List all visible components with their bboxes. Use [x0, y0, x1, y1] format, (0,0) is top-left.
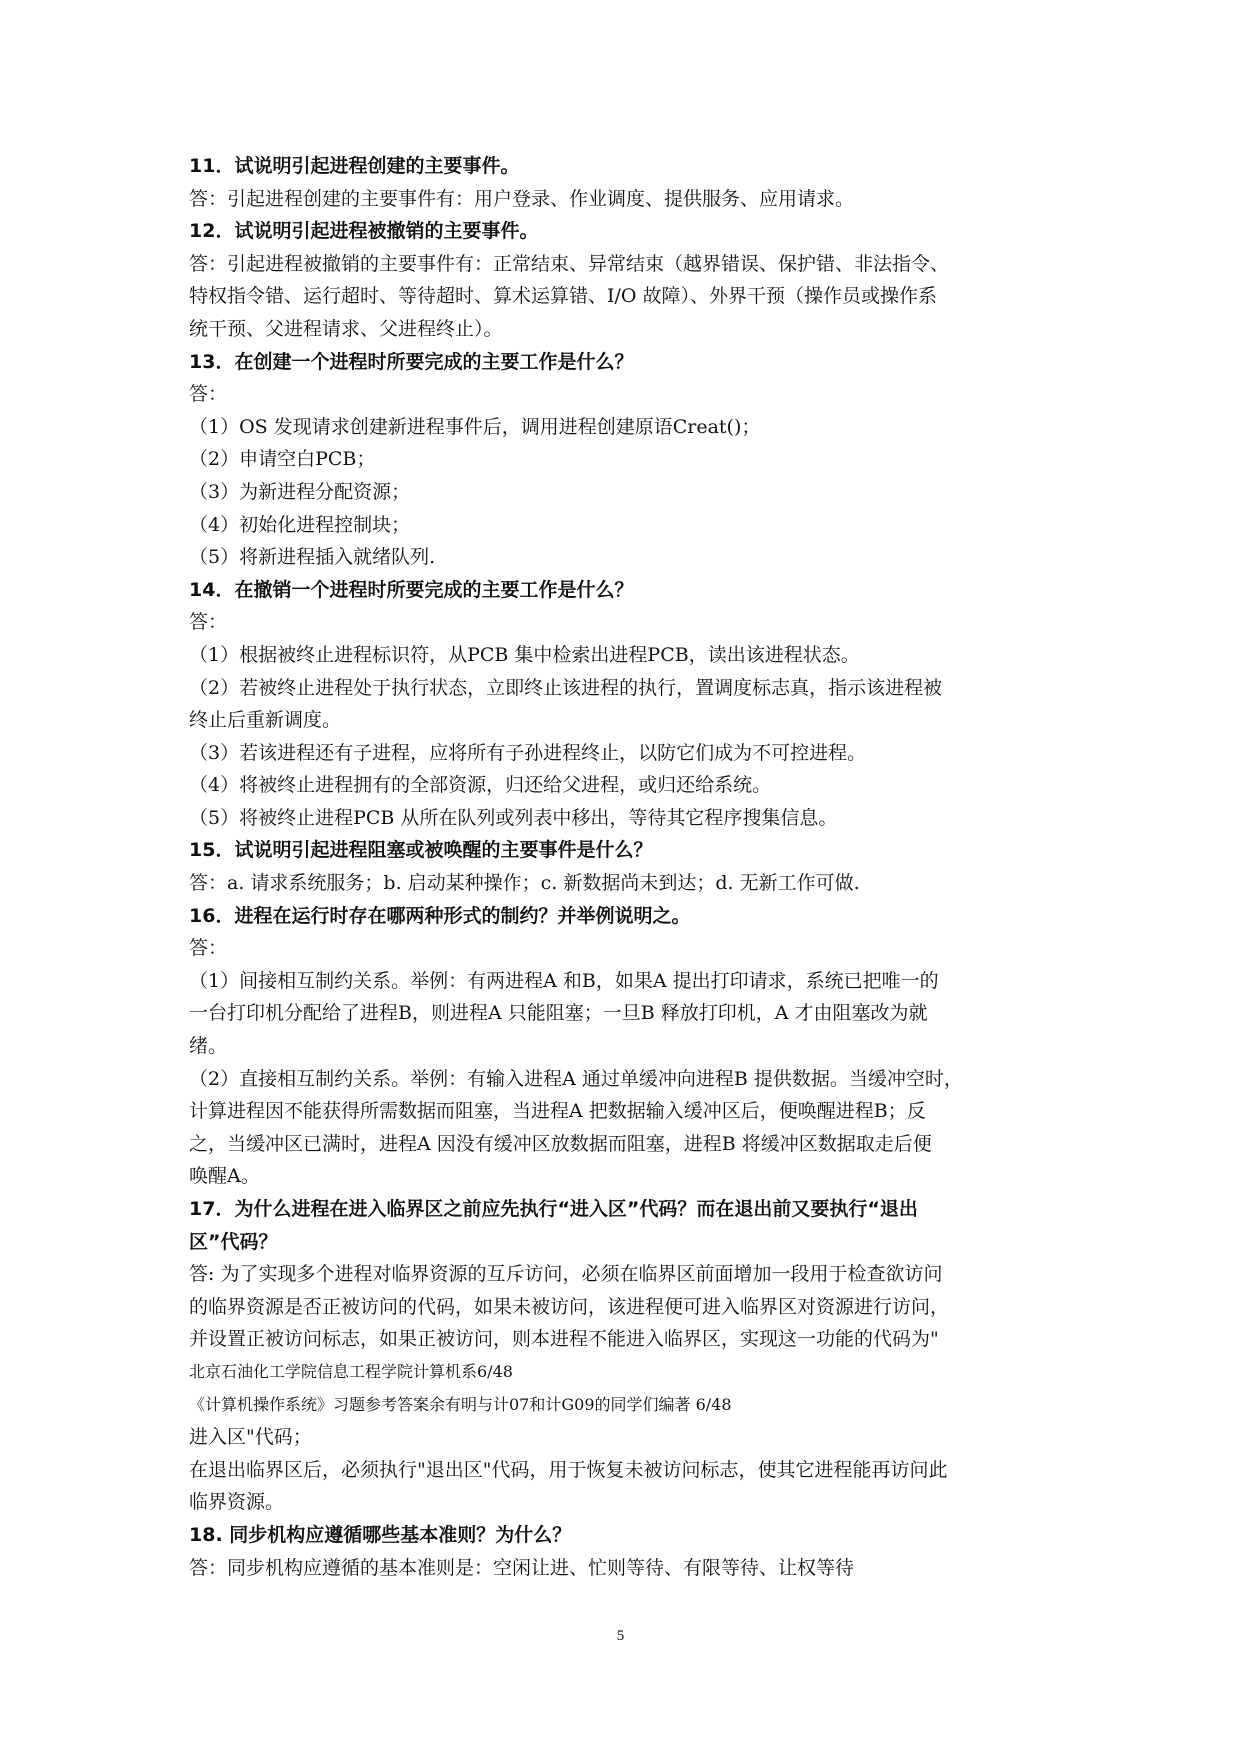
answer-line: 答：	[189, 937, 228, 960]
answer-line: 的临界资源是否正被访问的代码，如果未被访问，该进程便可进入临界区对资源进行访问，	[189, 1295, 950, 1318]
question-line: 14．在撤销一个进程时所要完成的主要工作是什么？	[189, 578, 634, 601]
answer-line: 绪。	[189, 1035, 228, 1058]
answer-line: 唤醒A。	[189, 1165, 260, 1188]
answer-line: 在退出临界区后，必须执行"退出区"代码，用于恢复未被访问标志，使其它进程能再访问此	[189, 1458, 948, 1481]
answer-line: 答: 为了实现多个进程对临界资源的互斥访问，必须在临界区前面增加一段用于检查欲访问	[189, 1263, 943, 1286]
answer-line: 终止后重新调度。	[189, 709, 342, 732]
answer-line: 之，当缓冲区已满时，进程A 因没有缓冲区放数据而阻塞，进程B 将缓冲区数据取走后便	[189, 1132, 932, 1155]
footer-note-line: 《计算机操作系统》习题参考答案余有明与计07和计G09的同学们编著 6/48	[189, 1394, 732, 1414]
answer-line: 统干预、父进程请求、父进程终止）。	[189, 317, 503, 340]
answer-line: 答：引起进程创建的主要事件有：用户登录、作业调度、提供服务、应用请求。	[189, 187, 855, 210]
question-line: 12．试说明引起进程被撤销的主要事件。	[189, 220, 539, 243]
answer-line: 一台打印机分配给了进程B，则进程A 只能阻塞；一旦B 释放打印机，A 才由阻塞改为就	[189, 1002, 928, 1025]
answer-line: 临界资源。	[189, 1491, 285, 1514]
answer-line: 答：	[189, 611, 228, 634]
answer-line: （1）间接相互制约关系。举例：有两进程A 和B，如果A 提出打印请求，系统已把唯一的	[189, 969, 939, 992]
answer-line: 答：	[189, 383, 228, 406]
answer-line: （5）将新进程插入就绪队列.	[189, 546, 436, 569]
answer-line: 答：同步机构应遵循的基本准则是：空闲让进、忙则等待、有限等待、让权等待	[189, 1556, 855, 1579]
answer-line: （1）根据被终止进程标识符，从PCB 集中检索出进程PCB，读出该进程状态。	[189, 643, 860, 666]
answer-line: （5）将被终止进程PCB 从所在队列或列表中移出，等待其它程序搜集信息。	[189, 806, 838, 829]
question-line: 区”代码？	[189, 1230, 278, 1253]
page-number: 5	[616, 1628, 625, 1644]
answer-line: 计算进程因不能获得所需数据而阻塞，当进程A 把数据输入缓冲区后，便唤醒进程B；反	[189, 1100, 926, 1123]
answer-line: 答：a. 请求系统服务；b. 启动某种操作；c. 新数据尚未到达；d. 无新工作可做.	[189, 872, 860, 895]
footer-note-line: 北京石油化工学院信息工程学院计算机系6/48	[189, 1361, 513, 1381]
question-line: 16．进程在运行时存在哪两种形式的制约？并举例说明之。	[189, 904, 691, 927]
answer-line: （1）OS 发现请求创建新进程事件后，调用进程创建原语Creat()；	[189, 415, 761, 438]
answer-line: 答：引起进程被撤销的主要事件有：正常结束、异常结束（越界错误、保护错、非法指令、	[189, 252, 950, 275]
answer-line: （3）为新进程分配资源；	[189, 480, 411, 503]
answer-line: （3）若该进程还有子进程，应将所有子孙进程终止，以防它们成为不可控进程。	[189, 741, 867, 764]
answer-line: （4）将被终止进程拥有的全部资源，归还给父进程，或归还给系统。	[189, 774, 772, 797]
question-line: 11．试说明引起进程创建的主要事件。	[189, 155, 520, 177]
answer-line: 并设置正被访问标志，如果正被访问，则本进程不能进入临界区，实现这一功能的代码为"	[189, 1328, 939, 1351]
question-line: 18. 同步机构应遵循哪些基本准则？为什么？	[189, 1523, 572, 1546]
answer-line: 特权指令错、运行超时、等待超时、算术运算错、I/O 故障）、外界干预（操作员或操作系	[189, 285, 938, 308]
answer-line: 进入区"代码；	[189, 1426, 312, 1449]
answer-line: （4）初始化进程控制块；	[189, 513, 411, 536]
question-line: 13．在创建一个进程时所要完成的主要工作是什么？	[189, 350, 634, 373]
question-line: 17．为什么进程在进入临界区之前应先执行“进入区”代码？而在退出前又要执行“退出	[189, 1198, 918, 1220]
page-body	[189, 150, 1069, 1584]
answer-line: （2）直接相互制约关系。举例：有输入进程A 通过单缓冲向进程B 提供数据。当缓冲空时，	[189, 1067, 963, 1090]
answer-line: （2）若被终止进程处于执行状态，立即终止该进程的执行，置调度标志真，指示该进程被	[189, 676, 943, 699]
question-line: 15．试说明引起进程阻塞或被唤醒的主要事件是什么？	[189, 839, 653, 862]
answer-line: （2）申请空白PCB；	[189, 448, 376, 471]
